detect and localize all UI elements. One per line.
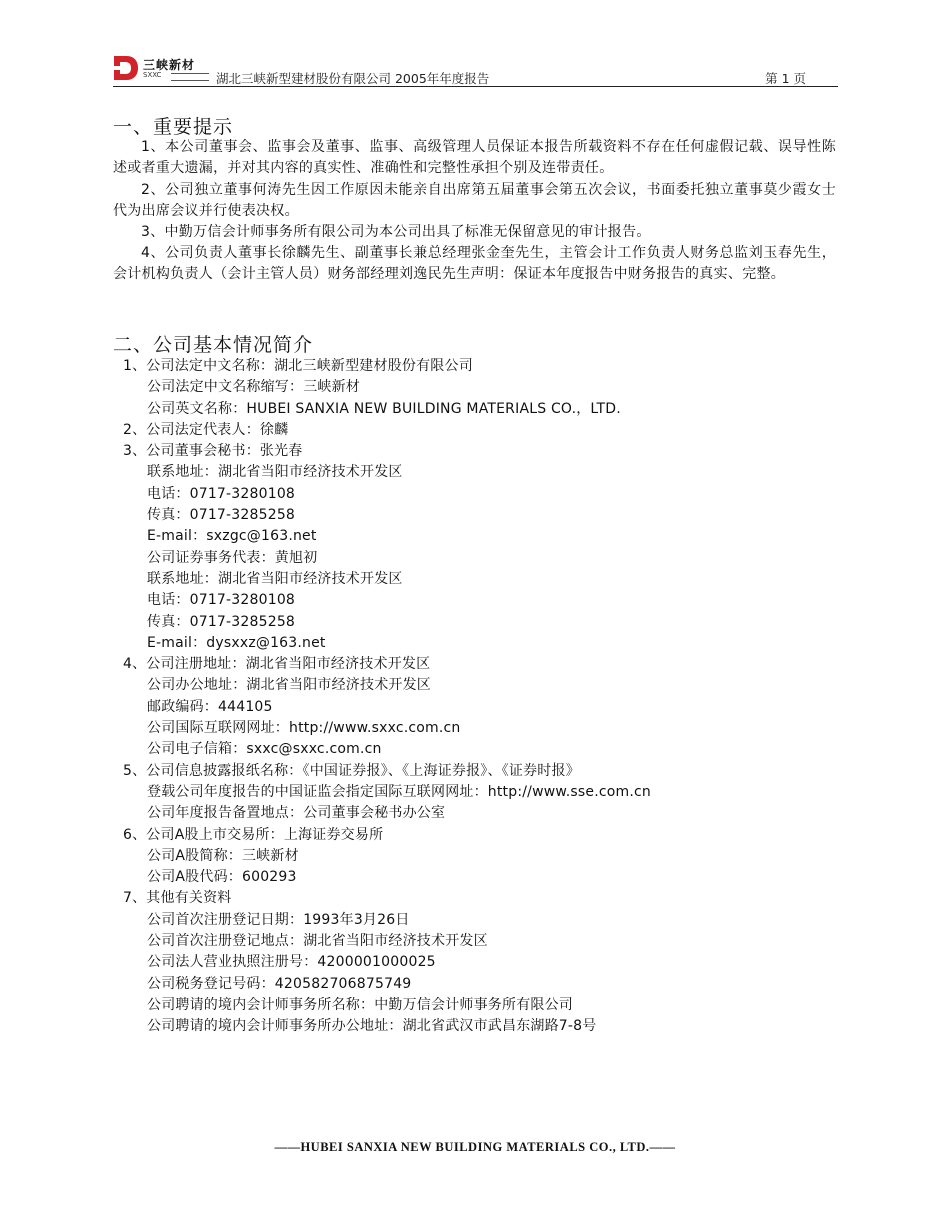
company-logo	[113, 54, 213, 84]
info-line: 公司A股简称：三峡新材	[147, 847, 299, 864]
section-title-important-notes: 一、重要提示	[113, 116, 234, 138]
notice-paragraph-2: 2、公司独立董事何涛先生因工作原因未能亲自出席第五届董事会第五次会议，书面委托独立董事莫少霞女士代为出席会议并行使表决权。	[113, 182, 836, 219]
page-number: 第 1 页	[765, 71, 806, 86]
info-line: 公司英文名称：HUBEI SANXIA NEW BUILDING MATERIALS CO.，LTD.	[147, 400, 621, 417]
info-line: 公司A股代码：600293	[147, 869, 297, 886]
page-header	[113, 52, 836, 88]
logo-decoration	[171, 73, 209, 81]
notice-paragraph-4: 4、公司负责人董事长徐麟先生、副董事长兼总经理张金奎先生，主管会计工作负责人财务总监刘玉春先生，会计机构负责人（会计主管人员）财务部经理刘逸民先生声明：保证本年度报告中财务报告的真实、完整。	[113, 245, 836, 282]
info-line: 3、公司董事会秘书：张光春	[123, 443, 303, 460]
info-line: 传真：0717-3285258	[147, 507, 296, 524]
logo-english-text: SXXC	[143, 71, 162, 79]
info-line: 公司首次注册登记地点：湖北省当阳市经济技术开发区	[147, 933, 488, 950]
info-line: 2、公司法定代表人：徐麟	[123, 421, 289, 438]
info-line: 4、公司注册地址：湖北省当阳市经济技术开发区	[123, 656, 431, 673]
section-title-company-profile: 二、公司基本情况简介	[113, 334, 314, 356]
info-line: 公司年度报告备置地点：公司董事会秘书办公室	[147, 805, 446, 822]
page-footer: ——HUBEI SANXIA NEW BUILDING MATERIALS CO., LTD.——	[274, 1140, 676, 1154]
info-line: 邮政编码：444105	[147, 698, 273, 715]
info-line: 联系地址：湖北省当阳市经济技术开发区	[147, 464, 403, 481]
info-line: 公司法人营业执照注册号：4200001000025	[147, 954, 436, 971]
info-line: 登载公司年度报告的中国证监会指定国际互联网网址：http://www.sse.com.cn	[147, 783, 651, 800]
info-line: E-mail：sxzgc@163.net	[147, 528, 317, 545]
logo-mark-icon	[113, 54, 139, 82]
info-line: 1、公司法定中文名称：湖北三峡新型建材股份有限公司	[123, 358, 473, 374]
report-title: 湖北三峡新型建材股份有限公司 2005年年度报告	[216, 71, 490, 86]
info-line: 公司首次注册登记日期：1993年3月26日	[147, 911, 410, 928]
info-line: 公司国际互联网网址：http://www.sxxc.com.cn	[147, 720, 461, 737]
info-line: 5、公司信息披露报纸名称：《中国证券报》、《上海证券报》、《证券时报》	[123, 762, 580, 779]
info-line: 电话：0717-3280108	[147, 485, 296, 502]
notice-paragraph-3: 3、中勤万信会计师事务所有限公司为本公司出具了标准无保留意见的审计报告。	[141, 224, 651, 240]
info-line: 联系地址：湖北省当阳市经济技术开发区	[147, 570, 403, 587]
company-info-list	[113, 356, 836, 1038]
info-line: 公司聘请的境内会计师事务所办公地址：湖北省武汉市武昌东湖路7-8号	[147, 1018, 597, 1035]
info-line: 公司办公地址：湖北省当阳市经济技术开发区	[147, 677, 431, 694]
notice-paragraph-1: 1、本公司董事会、监事会及董事、监事、高级管理人员保证本报告所载资料不存在任何虚假记载、误导性陈述或者重大遗漏，并对其内容的真实性、准确性和完整性承担个别及连带责任。	[113, 139, 836, 176]
info-line: E-mail：dysxxz@163.net	[147, 634, 326, 651]
info-line: 公司电子信箱：sxxc@sxxc.com.cn	[147, 741, 382, 758]
header-divider	[113, 86, 838, 87]
info-line: 公司聘请的境内会计师事务所名称：中勤万信会计师事务所有限公司	[147, 996, 573, 1013]
info-line: 6、公司A股上市交易所：上海证券交易所	[123, 826, 384, 843]
info-line: 公司证券事务代表：黄旭初	[147, 549, 318, 566]
info-line: 公司税务登记号码：420582706875749	[147, 975, 412, 992]
info-line: 公司法定中文名称缩写：三峡新材	[147, 379, 360, 396]
info-line: 传真：0717-3285258	[147, 613, 296, 630]
info-line: 电话：0717-3280108	[147, 592, 296, 609]
info-line: 7、其他有关资料	[123, 890, 232, 907]
logo-chinese-text: 三峡新材	[143, 58, 196, 72]
